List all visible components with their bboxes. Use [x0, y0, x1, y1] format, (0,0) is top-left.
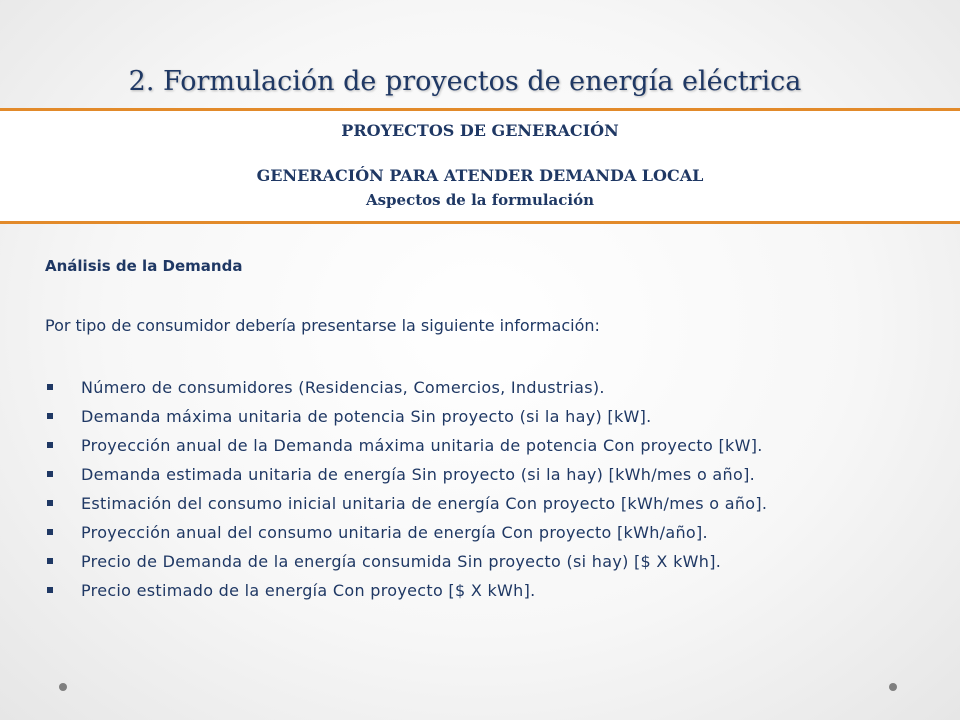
band-line-1: PROYECTOS DE GENERACIÓN — [341, 121, 619, 140]
band-line-3: Aspectos de la formulación — [365, 191, 595, 209]
intro-text: Por tipo de consumidor debería presentarse la siguiente información: — [45, 316, 600, 335]
bullet-text: Precio de Demanda de la energía consumida Sin proyecto (si hay) [$ X kWh]. — [81, 552, 722, 571]
band-line-2: GENERACIÓN PARA ATENDER DEMANDA LOCAL — [256, 166, 704, 185]
bullet-text: Demanda máxima unitaria de potencia Sin proyecto (si la hay) [kW]. — [81, 407, 652, 426]
circle-dot-icon — [889, 683, 897, 691]
bullet-text: Precio estimado de la energía Con proyecto [$ X kWh]. — [81, 581, 536, 600]
square-bullet-icon — [47, 413, 53, 419]
slide-title: 2. Formulación de proyectos de energía eléctrica — [128, 66, 802, 97]
bullet-item — [45, 463, 895, 486]
bullet-item — [45, 521, 895, 544]
circle-dot-icon — [59, 683, 67, 691]
square-bullet-icon — [47, 587, 53, 593]
square-bullet-icon — [47, 442, 53, 448]
bullet-item — [45, 550, 895, 573]
square-bullet-icon — [47, 500, 53, 506]
bullet-text: Proyección anual del consumo unitaria de energía Con proyecto [kWh/año]. — [81, 523, 708, 542]
bullet-text: Estimación del consumo inicial unitaria de energía Con proyecto [kWh/mes o año]. — [81, 494, 768, 513]
section-heading: Análisis de la Demanda — [45, 257, 243, 275]
header-band — [0, 108, 960, 224]
bullet-item — [45, 492, 895, 515]
bullet-text: Proyección anual de la Demanda máxima unitaria de potencia Con proyecto [kW]. — [81, 436, 763, 455]
bullet-item — [45, 434, 895, 457]
bullet-text: Número de consumidores (Residencias, Comercios, Industrias). — [81, 378, 605, 397]
bullet-list — [45, 376, 895, 608]
square-bullet-icon — [47, 384, 53, 390]
bullet-item — [45, 579, 895, 602]
square-bullet-icon — [47, 471, 53, 477]
square-bullet-icon — [47, 529, 53, 535]
bullet-item — [45, 376, 895, 399]
bullet-item — [45, 405, 895, 428]
bullet-text: Demanda estimada unitaria de energía Sin proyecto (si la hay) [kWh/mes o año]. — [81, 465, 755, 484]
square-bullet-icon — [47, 558, 53, 564]
